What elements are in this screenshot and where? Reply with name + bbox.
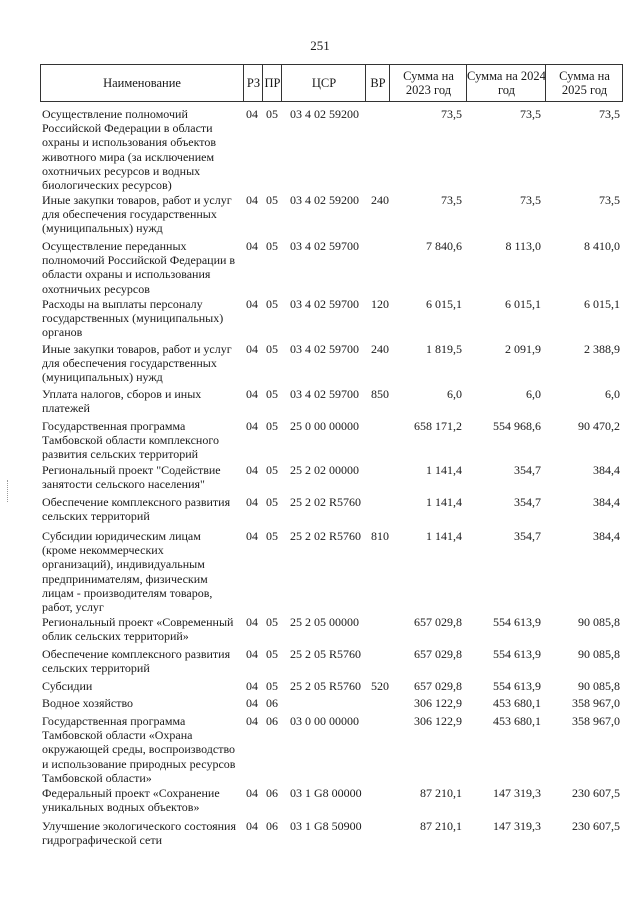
row-rz: 04 (246, 696, 258, 710)
row-sum-2025: 90 470,2 (578, 419, 620, 433)
row-sum-2023: 87 210,1 (420, 819, 462, 833)
row-csr: 25 2 02 00000 (290, 463, 359, 477)
row-sum-2025: 6,0 (605, 387, 620, 401)
row-sum-2023: 658 171,2 (414, 419, 462, 433)
row-pr: 05 (266, 387, 278, 401)
row-sum-2024: 73,5 (520, 107, 541, 121)
row-sum-2023: 7 840,6 (426, 239, 462, 253)
row-vr: 810 (371, 529, 389, 543)
row-sum-2024: 6 015,1 (505, 297, 541, 311)
row-csr: 03 4 02 59700 (290, 342, 359, 356)
header-name: Наименование (103, 76, 181, 90)
row-sum-2024: 147 319,3 (493, 819, 541, 833)
row-sum-2024: 453 680,1 (493, 696, 541, 710)
row-sum-2025: 230 607,5 (572, 819, 620, 833)
row-name: Обеспечение комплексного развития сельских территорий (42, 647, 231, 676)
row-rz: 04 (246, 679, 258, 693)
row-name: Иные закупки товаров, работ и услуг для обеспечения государственных (муниципальных) нужд (42, 342, 232, 385)
row-csr: 25 2 02 R5760 (290, 529, 362, 543)
margin-mark (7, 480, 9, 502)
row-sum-2025: 73,5 (599, 193, 620, 207)
row-csr: 03 4 02 59700 (290, 387, 359, 401)
row-name: Осуществление переданных полномочий Российской Федерации в области охраны и использования охотничьих ресурсов (42, 239, 236, 296)
row-vr: 240 (371, 342, 389, 356)
row-rz: 04 (246, 495, 258, 509)
row-csr: 03 4 02 59700 (290, 297, 359, 311)
header-sum-2024: Сумма на 2024 год (466, 65, 546, 101)
row-csr: 25 0 00 00000 (290, 419, 359, 433)
row-pr: 05 (266, 193, 278, 207)
row-csr: 25 2 05 R5760 (290, 679, 362, 693)
row-sum-2025: 384,4 (593, 529, 620, 543)
row-sum-2024: 2 091,9 (505, 342, 541, 356)
header-sum-2023: Сумма на 2023 год (389, 65, 467, 101)
row-sum-2023: 1 819,5 (426, 342, 462, 356)
row-csr: 03 4 02 59200 (290, 193, 359, 207)
row-rz: 04 (246, 107, 258, 121)
row-sum-2023: 306 122,9 (414, 696, 462, 710)
row-pr: 05 (266, 463, 278, 477)
row-name: Региональный проект «Современный облик сельских территорий» (42, 615, 234, 644)
row-vr: 120 (371, 297, 389, 311)
row-pr: 06 (266, 714, 278, 728)
row-sum-2024: 554 968,6 (493, 419, 541, 433)
row-name: Региональный проект "Содействие занятости сельского населения" (42, 463, 221, 492)
row-name: Иные закупки товаров, работ и услуг для обеспечения государственных (муниципальных) нужд (42, 193, 232, 236)
row-sum-2025: 2 388,9 (584, 342, 620, 356)
row-sum-2025: 73,5 (599, 107, 620, 121)
page-number: 251 (310, 38, 330, 53)
row-rz: 04 (246, 342, 258, 356)
row-rz: 04 (246, 463, 258, 477)
row-pr: 06 (266, 819, 278, 833)
row-vr: 520 (371, 679, 389, 693)
row-name: Государственная программа Тамбовской области «Охрана окружающей среды, воспроизводство и использование природных ресурсов Тамбовской области» (42, 714, 236, 785)
row-name: Обеспечение комплексного развития сельских территорий (42, 495, 231, 524)
row-sum-2024: 354,7 (514, 463, 541, 477)
row-sum-2023: 657 029,8 (414, 615, 462, 629)
row-pr: 05 (266, 679, 278, 693)
row-name: Субсидии (42, 679, 93, 693)
row-pr: 05 (266, 107, 278, 121)
row-sum-2025: 90 085,8 (578, 679, 620, 693)
row-sum-2025: 8 410,0 (584, 239, 620, 253)
row-csr: 03 0 00 00000 (290, 714, 359, 728)
row-name: Водное хозяйство (42, 696, 134, 710)
row-sum-2024: 554 613,9 (493, 615, 541, 629)
row-sum-2024: 6,0 (526, 387, 541, 401)
header-csr: ЦСР (281, 65, 366, 101)
row-rz: 04 (246, 193, 258, 207)
row-pr: 05 (266, 495, 278, 509)
header-sum-2025: Сумма на 2025 год (545, 65, 623, 101)
row-sum-2023: 1 141,4 (426, 529, 462, 543)
row-sum-2023: 6,0 (447, 387, 462, 401)
row-rz: 04 (246, 239, 258, 253)
header-pr: ПР (262, 65, 282, 101)
row-sum-2025: 230 607,5 (572, 786, 620, 800)
header-vr: ВР (365, 65, 390, 101)
table-header (40, 64, 623, 102)
row-sum-2024: 554 613,9 (493, 647, 541, 661)
row-rz: 04 (246, 419, 258, 433)
row-sum-2023: 1 141,4 (426, 463, 462, 477)
header-rz: РЗ (243, 65, 263, 101)
row-sum-2023: 6 015,1 (426, 297, 462, 311)
row-name: Улучшение экологического состояния гидрографической сети (42, 819, 236, 848)
row-sum-2024: 354,7 (514, 529, 541, 543)
row-sum-2023: 73,5 (441, 193, 462, 207)
row-pr: 05 (266, 529, 278, 543)
row-csr: 03 1 G8 00000 (290, 786, 362, 800)
row-name: Расходы на выплаты персоналу государственных (муниципальных) органов (42, 297, 224, 340)
row-pr: 05 (266, 239, 278, 253)
row-sum-2023: 657 029,8 (414, 679, 462, 693)
row-rz: 04 (246, 786, 258, 800)
row-csr: 03 4 02 59200 (290, 107, 359, 121)
row-csr: 03 4 02 59700 (290, 239, 359, 253)
row-pr: 05 (266, 342, 278, 356)
row-sum-2023: 1 141,4 (426, 495, 462, 509)
row-pr: 06 (266, 786, 278, 800)
row-sum-2025: 384,4 (593, 495, 620, 509)
row-vr: 240 (371, 193, 389, 207)
row-pr: 06 (266, 696, 278, 710)
row-sum-2023: 657 029,8 (414, 647, 462, 661)
row-sum-2024: 73,5 (520, 193, 541, 207)
row-rz: 04 (246, 529, 258, 543)
row-rz: 04 (246, 819, 258, 833)
row-sum-2025: 358 967,0 (572, 696, 620, 710)
row-sum-2024: 453 680,1 (493, 714, 541, 728)
row-sum-2025: 384,4 (593, 463, 620, 477)
row-name: Субсидии юридическим лицам (кроме некоммерческих организаций), индивидуальным предпринимателям, физическим лицам - производителям товаров, работ, услуг (42, 529, 213, 615)
row-pr: 05 (266, 647, 278, 661)
row-rz: 04 (246, 647, 258, 661)
row-csr: 25 2 05 R5760 (290, 647, 362, 661)
row-csr: 25 2 05 00000 (290, 615, 359, 629)
row-name: Федеральный проект «Сохранение уникальных водных объектов» (42, 786, 220, 815)
row-sum-2024: 554 613,9 (493, 679, 541, 693)
row-rz: 04 (246, 297, 258, 311)
row-pr: 05 (266, 297, 278, 311)
row-vr: 850 (371, 387, 389, 401)
row-sum-2025: 358 967,0 (572, 714, 620, 728)
row-pr: 05 (266, 419, 278, 433)
row-sum-2023: 306 122,9 (414, 714, 462, 728)
row-rz: 04 (246, 714, 258, 728)
row-csr: 25 2 02 R5760 (290, 495, 362, 509)
row-sum-2024: 147 319,3 (493, 786, 541, 800)
row-sum-2023: 87 210,1 (420, 786, 462, 800)
row-name: Осуществление полномочий Российской Федерации в области охраны и использования объектов животного мира (за исключением охотничьих ресурсов и водных биологических ресурсов) (42, 107, 217, 193)
row-sum-2025: 6 015,1 (584, 297, 620, 311)
row-sum-2024: 354,7 (514, 495, 541, 509)
row-csr: 03 1 G8 50900 (290, 819, 362, 833)
row-rz: 04 (246, 387, 258, 401)
row-pr: 05 (266, 615, 278, 629)
row-sum-2024: 8 113,0 (505, 239, 541, 253)
row-rz: 04 (246, 615, 258, 629)
row-sum-2023: 73,5 (441, 107, 462, 121)
row-name: Государственная программа Тамбовской области комплексного развития сельских территорий (42, 419, 219, 462)
row-sum-2025: 90 085,8 (578, 647, 620, 661)
row-sum-2025: 90 085,8 (578, 615, 620, 629)
row-name: Уплата налогов, сборов и иных платежей (42, 387, 202, 416)
